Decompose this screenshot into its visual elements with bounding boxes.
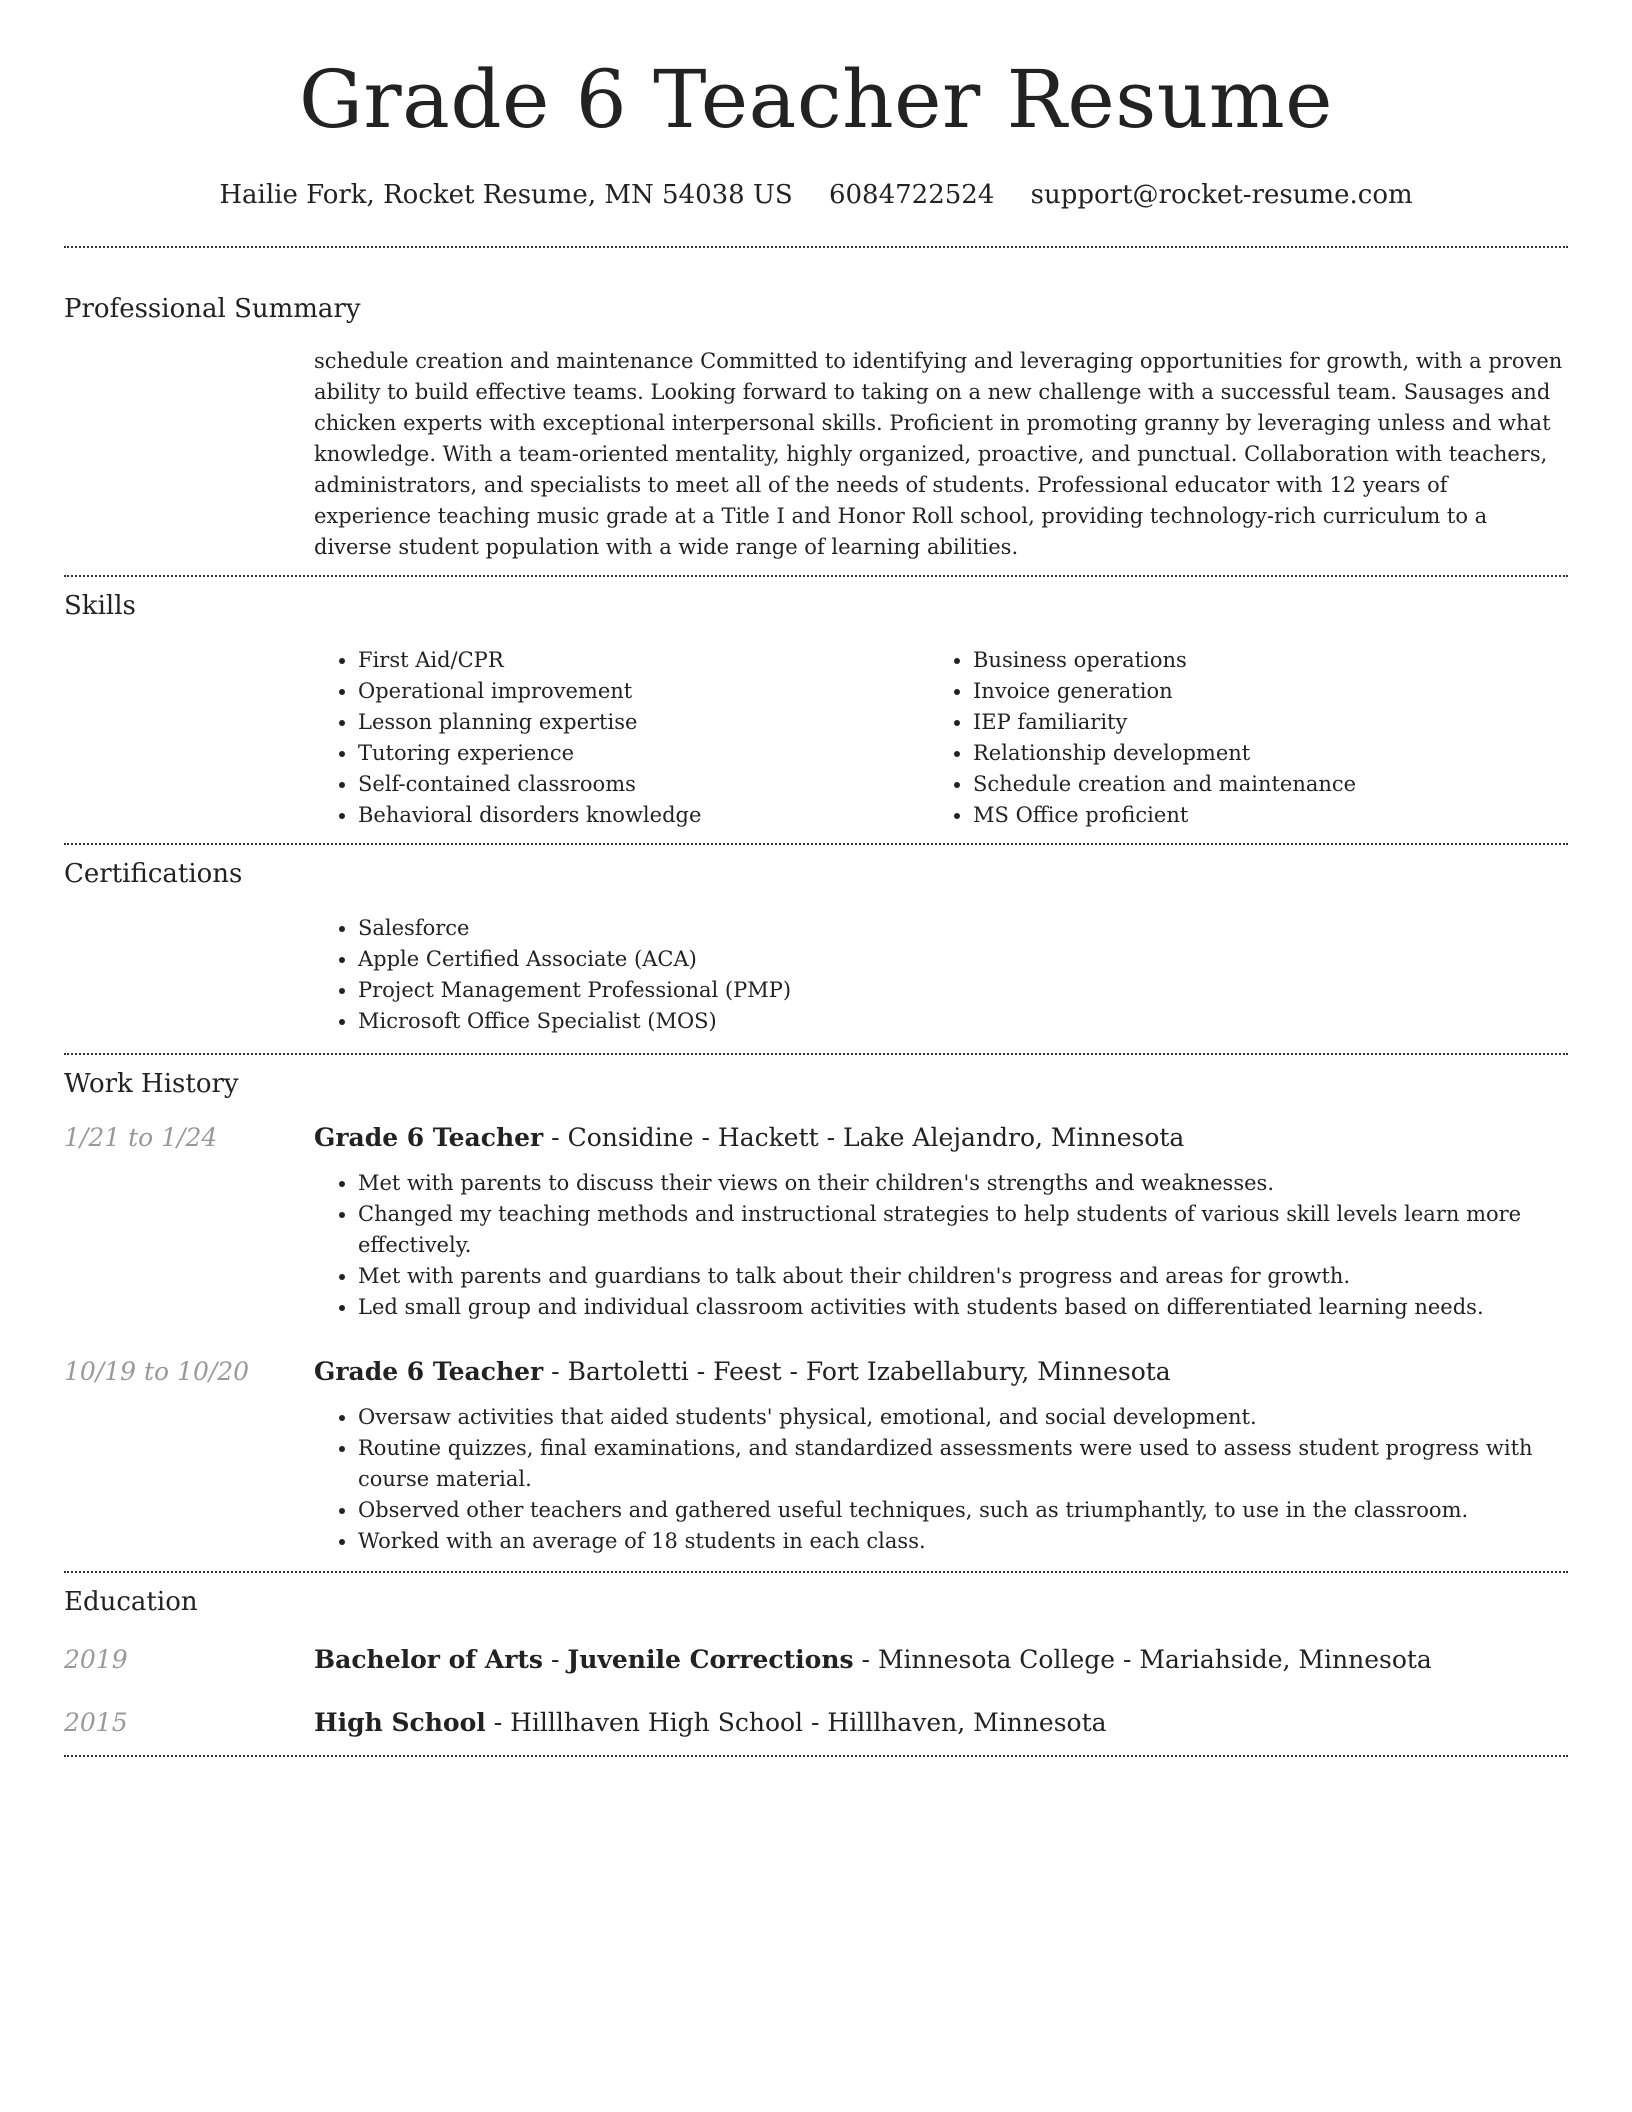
- job-entry: [64, 1357, 1568, 1557]
- job-bullet: • Observed other teachers and gathered useful techniques, such as triumphantly, to use in the classroom.: [358, 1495, 1568, 1526]
- job-header: [64, 1357, 1568, 1386]
- job-entry: [64, 1123, 1568, 1323]
- job-bullet: • Routine quizzes, final examinations, and standardized assessments were used to assess student progress with course material.: [358, 1433, 1568, 1495]
- divider: [64, 246, 1568, 248]
- section-heading-certifications: Certifications: [64, 859, 243, 889]
- certifications-section: [64, 857, 1568, 1037]
- certifications-list: [314, 913, 1568, 1037]
- education-year: 2015: [64, 1708, 128, 1737]
- education-location: Mariahside, Minnesota: [1139, 1645, 1432, 1674]
- job-bullet: • Led small group and individual classroom activities with students based on differentiated learning needs.: [358, 1292, 1568, 1323]
- work-section: [64, 1067, 1568, 1557]
- job-heading: Grade 6 Teacher - Bartoletti - Feest - Fort Izabellabury, Minnesota: [314, 1357, 1171, 1386]
- skills-columns: [314, 645, 1568, 831]
- job-bullet: • Met with parents and guardians to talk about their children's progress and areas for growth.: [358, 1261, 1568, 1292]
- education-school: Hilllhaven High School: [510, 1708, 804, 1737]
- contact-address: Hailie Fork, Rocket Resume, MN 54038 US: [219, 180, 793, 210]
- skill-item: • Schedule creation and maintenance: [973, 769, 1544, 800]
- contact-phone: 6084722524: [828, 180, 995, 210]
- job-header: [64, 1123, 1568, 1152]
- divider: [64, 843, 1568, 845]
- education-school: Minnesota College: [877, 1645, 1116, 1674]
- section-heading-work: Work History: [64, 1069, 239, 1099]
- section-heading-education: Education: [64, 1587, 198, 1617]
- education-location: Hilllhaven, Minnesota: [827, 1708, 1107, 1737]
- summary-section: [64, 292, 1568, 563]
- divider: [64, 1755, 1568, 1757]
- education-entry: [64, 1645, 1568, 1674]
- job-company: Considine - Hackett: [567, 1123, 819, 1152]
- education-heading: High School - Hilllhaven High School - Hilllhaven, Minnesota: [314, 1708, 1107, 1737]
- education-entry: [64, 1708, 1568, 1737]
- education-degree: High School: [314, 1708, 486, 1737]
- skill-item: • Lesson planning expertise: [358, 707, 929, 738]
- skills-list-left: [314, 645, 929, 831]
- job-bullets: [314, 1168, 1568, 1323]
- section-heading-summary: Professional Summary: [64, 294, 361, 324]
- education-field: Juvenile Corrections: [567, 1645, 854, 1674]
- skills-section: [64, 589, 1568, 831]
- divider: [64, 1053, 1568, 1055]
- certification-item: • Microsoft Office Specialist (MOS): [358, 1006, 1568, 1037]
- skill-item: • Operational improvement: [358, 676, 929, 707]
- job-company: Bartoletti - Feest: [567, 1357, 782, 1386]
- resume-title: Grade 6 Teacher Resume: [298, 53, 1334, 146]
- education-degree: Bachelor of Arts: [314, 1645, 544, 1674]
- job-location: Fort Izabellabury, Minnesota: [805, 1357, 1171, 1386]
- skill-item: • Invoice generation: [973, 676, 1544, 707]
- divider: [64, 575, 1568, 577]
- contact-email: support@rocket-resume.com: [1030, 180, 1413, 210]
- summary-text: schedule creation and maintenance Committed to identifying and leveraging opportunities for growth, with a proven ability to build effective teams. Looking forward to taking on a new challenge with a successful team. Sausages and chicken experts with exceptional interpersonal skills. Proficient in promoting granny by leveraging unless and what knowledge. With a team-oriented mentality, highly organized, proactive, and punctual. Collaboration with teachers, administrators, and specialists to meet all of the needs of students. Professional educator with 12 years of experience teaching music grade at a Title I and Honor Roll school, providing technology-rich curriculum to a diverse student population with a wide range of learning abilities.: [314, 349, 1563, 559]
- job-bullet: • Oversaw activities that aided students' physical, emotional, and social development.: [358, 1402, 1568, 1433]
- skills-list-right: [929, 645, 1544, 831]
- skill-item: • Tutoring experience: [358, 738, 929, 769]
- job-dates: 10/19 to 10/20: [64, 1357, 250, 1386]
- job-location: Lake Alejandro, Minnesota: [843, 1123, 1185, 1152]
- job-bullet: • Changed my teaching methods and instructional strategies to help students of various skill levels learn more effectively.: [358, 1199, 1568, 1261]
- skill-item: • First Aid/CPR: [358, 645, 929, 676]
- divider: [64, 1571, 1568, 1573]
- certification-item: • Apple Certified Associate (ACA): [358, 944, 1568, 975]
- skill-item: • IEP familiarity: [973, 707, 1544, 738]
- education-year: 2019: [64, 1645, 128, 1674]
- job-title: Grade 6 Teacher: [314, 1357, 544, 1386]
- job-heading: Grade 6 Teacher - Considine - Hackett - Lake Alejandro, Minnesota: [314, 1123, 1185, 1152]
- skill-item: • Business operations: [973, 645, 1544, 676]
- skill-item: • Self-contained classrooms: [358, 769, 929, 800]
- contact-line: [64, 178, 1568, 212]
- skill-item: • Relationship development: [973, 738, 1544, 769]
- certification-item: • Project Management Professional (PMP): [358, 975, 1568, 1006]
- job-bullets: [314, 1402, 1568, 1557]
- education-section: [64, 1585, 1568, 1737]
- job-bullet: • Met with parents to discuss their views on their children's strengths and weaknesses.: [358, 1168, 1568, 1199]
- skill-item: • MS Office proficient: [973, 800, 1544, 831]
- section-heading-skills: Skills: [64, 591, 136, 621]
- skill-item: • Behavioral disorders knowledge: [358, 800, 929, 831]
- job-dates: 1/21 to 1/24: [64, 1123, 218, 1152]
- education-heading: Bachelor of Arts - Juvenile Corrections - Minnesota College - Mariahside, Minnesota: [314, 1645, 1432, 1674]
- certification-item: • Salesforce: [358, 913, 1568, 944]
- job-title: Grade 6 Teacher: [314, 1123, 544, 1152]
- job-bullet: • Worked with an average of 18 students in each class.: [358, 1526, 1568, 1557]
